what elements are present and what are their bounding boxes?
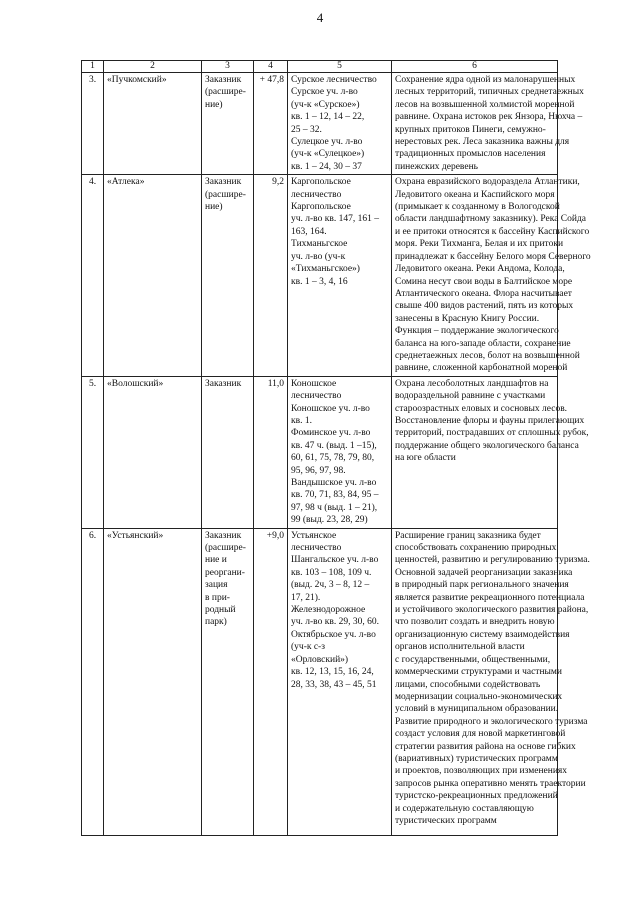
purpose-line: Функция – поддержание экологического (395, 326, 559, 337)
location-line: кв. 47 ч. (выд. 1 –15), (291, 440, 377, 451)
location-line: лесничество (291, 543, 342, 554)
area-name-cell (104, 73, 202, 175)
area-type-line: Заказник (205, 177, 242, 188)
area-size-cell (254, 73, 288, 175)
table-row (82, 528, 558, 835)
purpose-line: способствовать сохранению природных (395, 543, 557, 554)
row-number-cell (82, 175, 104, 377)
location-line: Сулецкое уч. л-во (291, 137, 363, 148)
purpose-line: области ландшафтному заказнику). Река Сойда (395, 214, 587, 225)
column-number: 2 (104, 61, 202, 73)
location-cell (288, 376, 392, 528)
purpose-cell (392, 73, 584, 175)
location-line: Железнодорожное (291, 605, 366, 616)
area-type-line: в при- (205, 592, 230, 603)
location-line: кв. 12, 13, 15, 16, 24, (291, 667, 374, 678)
location-line: кв. 70, 71, 83, 84, 95 – (291, 490, 379, 501)
purpose-line: туристических программ (395, 815, 497, 826)
area-type-line: (расшире- (205, 87, 246, 98)
table-row (82, 376, 558, 528)
purpose-cell (392, 376, 589, 528)
location-line: кв. 1. (291, 415, 312, 426)
location-line: Сурское лесничество (291, 75, 377, 85)
purpose-line: в природный парк регионального значения (395, 580, 569, 591)
location-line: 25 – 32. (291, 124, 322, 135)
column-number: 3 (202, 61, 254, 73)
area-size-cell (254, 376, 288, 528)
location-line: 97, 98 ч (выд. 1 – 21), (291, 502, 378, 513)
area-size: +9,0 (266, 530, 284, 541)
column-number: 1 (82, 61, 104, 73)
area-type-cell (202, 376, 254, 528)
purpose-line: (вариативных) туристических программ (395, 753, 558, 764)
location-line: Коношское (291, 378, 337, 389)
location-line: Коношское уч. л-во (291, 403, 370, 414)
purpose-line: и устойчивого экологического развития района, (395, 605, 589, 616)
area-type-line: ние и (205, 555, 227, 566)
area-name: «Атлека» (107, 177, 145, 188)
purpose-line: ценностей, развитию и регулированию туризма. (395, 555, 590, 566)
purpose-line: Ледовитого океана и Каспийского моря (395, 189, 555, 200)
location-line: уч. л-во кв. 29, 30, 60. (291, 617, 379, 628)
area-name-cell (104, 175, 202, 377)
location-line: Вандышское уч. л-во (291, 478, 377, 488)
area-name: «Волошский» (107, 378, 164, 389)
purpose-line: что позволит создать и внедрить новую (395, 617, 555, 628)
page-number: 4 (316, 10, 324, 25)
purpose-line: лицами, способными содействовать (395, 679, 541, 690)
column-number: 6 (392, 61, 558, 73)
purpose-line: запросов рынка оперативно менять траектории (395, 778, 586, 789)
location-line: Октябрьское уч. л-во (291, 629, 376, 640)
column-number: 4 (254, 61, 288, 73)
location-line: Шангальское уч. л-во (291, 555, 379, 566)
purpose-line: коммерческими структурами и частными (395, 667, 563, 678)
area-type-line: парк) (205, 617, 227, 628)
area-size-cell (254, 528, 288, 835)
purpose-line: баланса на юго-западе области, сохранение (395, 338, 571, 349)
area-name-cell (104, 376, 202, 528)
row-number: 6. (88, 530, 97, 541)
purpose-line: Восстановление флоры и фауны прилегающих (395, 415, 585, 426)
row-number: 4. (88, 177, 97, 188)
location-line: Сурское уч. л-во (291, 87, 358, 98)
purpose-line: и содержательную составляющую (395, 803, 534, 814)
purpose-line: Атлантического океана. Флора насчитывает (395, 288, 572, 299)
purpose-line: с государственными, общественными, (395, 654, 551, 665)
area-size: 11,0 (267, 378, 284, 389)
row-number: 5. (88, 378, 97, 389)
location-line: 60, 61, 75, 78, 79, 80, (291, 453, 375, 464)
purpose-line: пинежских деревень (395, 161, 478, 172)
location-line: (уч-к с-з (291, 642, 325, 653)
area-type-cell (202, 175, 254, 377)
location-line: 163, 164. (291, 226, 327, 237)
column-number-row (82, 61, 558, 73)
area-type-line: Заказник (205, 75, 242, 85)
location-cell (288, 175, 392, 377)
purpose-line: организационную систему взаимодействия (395, 629, 570, 640)
location-cell (288, 528, 392, 835)
location-line: лесничество (291, 391, 342, 402)
table-row (82, 175, 558, 377)
area-name-cell (104, 528, 202, 835)
area-type-line: Заказник (205, 530, 242, 541)
area-type-line: родный (205, 605, 236, 616)
area-size: 9,2 (272, 177, 284, 188)
purpose-line: Ледовитого океана. Реки Андома, Колода, (395, 264, 565, 275)
purpose-line: лесных территорий, типичных среднетаежных (395, 87, 584, 98)
purpose-line: стратегии развития района на основе гибких (395, 741, 576, 752)
purpose-line: равнине. Охрана истоков рек Янзора, Нюхча – (395, 112, 583, 123)
row-number-cell (82, 73, 104, 175)
purpose-line: Развитие природного и экологического туризма (395, 716, 588, 727)
location-line: Тихманьгское (291, 239, 348, 250)
purpose-line: Охрана евразийского водораздела Атлантики, (395, 177, 580, 188)
area-size-cell (254, 175, 288, 377)
protected-areas-table (81, 60, 591, 836)
purpose-line: поддержание общего экологического баланса (395, 440, 579, 451)
area-type-line: ние) (205, 202, 223, 213)
location-line: Каргопольское (291, 202, 351, 213)
purpose-line: крупных притоков Пинеги, семужно- (395, 124, 546, 135)
area-type-line: (расшире- (205, 189, 246, 200)
purpose-line: условий в муниципальном образовании. (395, 704, 559, 715)
location-line: кв. 1 – 24, 30 – 37 (291, 161, 362, 172)
column-number: 5 (288, 61, 392, 73)
purpose-line: нерестовых рек. Леса заказника важны для (395, 137, 570, 148)
location-cell (288, 73, 392, 175)
purpose-line: принадлежат к бассейну Белого моря Северного (395, 251, 591, 262)
purpose-line: традиционных промыслов населения (395, 149, 546, 160)
location-line: 28, 33, 38, 43 – 45, 51 (291, 679, 377, 690)
area-name: «Устьянский» (107, 530, 164, 541)
purpose-line: равнине, сложенной карбонатной мореной (395, 363, 568, 374)
purpose-line: водораздельной равнине с участками (395, 391, 546, 402)
purpose-line: свыше 400 видов растений, пять из которых (395, 301, 574, 312)
area-type-line: ние) (205, 99, 223, 110)
purpose-line: и ее притоки относятся к бассейну Каспийского (395, 226, 590, 237)
location-line: Устьянское (291, 530, 337, 541)
location-line: кв. 1 – 12, 14 – 22, (291, 112, 365, 123)
location-line: кв. 103 – 108, 109 ч. (291, 567, 372, 578)
area-type-line: (расшире- (205, 543, 246, 554)
purpose-line: лесов на возвышенной холмистой моренной (395, 99, 575, 110)
purpose-line: Охрана лесоболотных ландшафтов на (395, 378, 549, 389)
row-number: 3. (88, 75, 97, 85)
location-line: уч. л-во кв. 147, 161 – (291, 214, 379, 225)
purpose-line: органов исполнительной власти (395, 642, 525, 653)
purpose-line: и проектов, позволяющих при изменениях (395, 766, 568, 777)
area-name: «Пучкомский» (107, 75, 167, 85)
location-line: 99 (выд. 23, 28, 29) (291, 515, 368, 526)
purpose-line: модернизации социально-экономических (395, 691, 563, 702)
row-number-cell (82, 376, 104, 528)
location-line: уч. л-во (уч-к (291, 251, 346, 262)
purpose-line: (примыкает к созданному в Вологодской (395, 202, 560, 213)
purpose-line: территорий, пострадавших от сплошных рубок, (395, 428, 589, 439)
purpose-line: занесены в Красную Книгу России. (395, 313, 540, 324)
purpose-cell (392, 175, 591, 377)
location-line: кв. 1 – 3, 4, 16 (291, 276, 348, 287)
area-type-cell (202, 528, 254, 835)
location-line: «Орловский») (291, 654, 349, 665)
purpose-line: староозрастных еловых и сосновых лесов. (395, 403, 568, 414)
area-type-line: зация (205, 580, 228, 591)
location-line: лесничество (291, 189, 342, 200)
purpose-line: Основной задачей реорганизации заказника (395, 567, 573, 578)
area-type-line: реоргани- (205, 567, 245, 578)
purpose-line: Сомина несут свои воды в Балтийское море (395, 276, 573, 287)
area-type-line: Заказник (205, 378, 242, 389)
row-number-cell (82, 528, 104, 835)
purpose-line: создаст условия для новой маркетинговой (395, 729, 566, 740)
purpose-line: моря. Реки Тихманга, Белая и их притоки (395, 239, 564, 250)
area-size: + 47,8 (259, 75, 284, 85)
purpose-line: на юге области (395, 453, 456, 464)
location-line: (уч-к «Сулецкое») (291, 149, 365, 160)
location-line: «Тихманьгское») (291, 264, 360, 275)
purpose-line: является развитие рекреационного потенциала (395, 592, 585, 603)
purpose-line: среднетаежных лесов, болот на возвышенной (395, 350, 580, 361)
table-row (82, 73, 558, 175)
location-line: (уч-к «Сурское») (291, 99, 360, 110)
location-line: Фоминское уч. л-во (291, 428, 371, 439)
purpose-line: Сохранение ядра одной из малонарушенных (395, 75, 576, 85)
location-line: 17, 21). (291, 592, 321, 603)
area-type-cell (202, 73, 254, 175)
location-line: (выд. 2ч, 3 – 8, 12 – (291, 580, 370, 591)
purpose-cell (392, 528, 590, 835)
location-line: Каргопольское (291, 177, 351, 188)
purpose-line: Расширение границ заказника будет (395, 530, 541, 541)
purpose-line: туристско-рекреационных предложений (395, 791, 558, 802)
location-line: 95, 96, 97, 98. (291, 465, 346, 476)
